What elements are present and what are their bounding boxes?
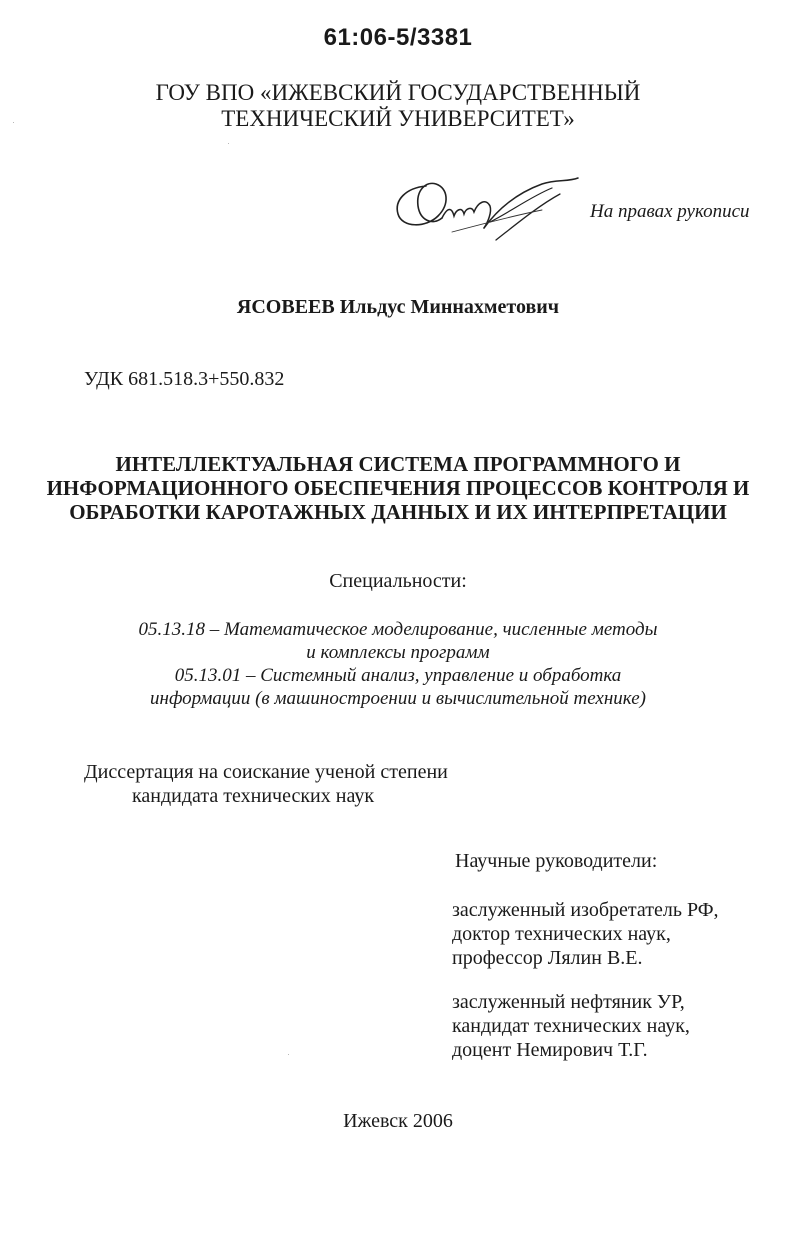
degree-line-1: Диссертация на соискание ученой степени xyxy=(84,761,448,783)
supervisor-1-line-3: профессор Лялин В.Е. xyxy=(452,947,643,969)
institution-line-1: ГОУ ВПО «ИЖЕВСКИЙ ГОСУДАРСТВЕННЫЙ xyxy=(155,80,641,105)
specialty-line-4: информации (в машиностроении и вычислительной технике) xyxy=(150,688,646,709)
title-line-1: ИНТЕЛЛЕКТУАЛЬНАЯ СИСТЕМА ПРОГРАММНОГО И xyxy=(115,452,681,476)
udc-code: УДК 681.518.3+550.832 xyxy=(84,368,285,390)
title-line-2: ИНФОРМАЦИОННОГО ОБЕСПЕЧЕНИЯ ПРОЦЕССОВ КОНТРОЛЯ И xyxy=(46,476,750,500)
institution-name xyxy=(0,80,796,132)
specialties-heading: Специальности: xyxy=(329,570,467,592)
author-name: ЯСОВЕЕВ Ильдус Миннахметович xyxy=(236,296,560,318)
scan-speck xyxy=(13,122,14,123)
scan-speck xyxy=(288,1054,289,1055)
thesis-title xyxy=(0,452,796,524)
city-year: Ижевск 2006 xyxy=(343,1110,453,1132)
specialties-list xyxy=(0,618,796,710)
title-line-3: ОБРАБОТКИ КАРОТАЖНЫХ ДАННЫХ И ИХ ИНТЕРПРЕТАЦИИ xyxy=(69,500,727,524)
degree-line-2: кандидата технических наук xyxy=(132,785,375,807)
supervisor-2 xyxy=(452,990,690,1062)
supervisor-1-line-1: заслуженный изобретатель РФ, xyxy=(452,899,719,921)
manuscript-rights: На правах рукописи xyxy=(590,201,750,222)
specialty-line-3: 05.13.01 – Системный анализ, управление и обработка xyxy=(174,665,622,686)
scan-speck xyxy=(228,143,229,144)
supervisor-1-line-2: доктор технических наук, xyxy=(452,923,671,945)
specialty-line-1: 05.13.18 – Математическое моделирование, численные методы xyxy=(138,619,658,640)
supervisor-2-line-2: кандидат технических наук, xyxy=(452,1015,690,1037)
institution-line-2: ТЕХНИЧЕСКИЙ УНИВЕРСИТЕТ» xyxy=(221,106,575,131)
supervisor-2-line-3: доцент Немирович Т.Г. xyxy=(452,1039,648,1061)
degree-statement xyxy=(84,760,464,808)
handwritten-signature xyxy=(392,166,582,250)
specialty-line-2: и комплексы программ xyxy=(306,642,490,663)
supervisor-1 xyxy=(452,898,719,970)
registration-code: 61:06-5/3381 xyxy=(323,24,473,51)
supervisors-heading: Научные руководители: xyxy=(455,850,658,872)
supervisor-2-line-1: заслуженный нефтяник УР, xyxy=(452,991,685,1013)
